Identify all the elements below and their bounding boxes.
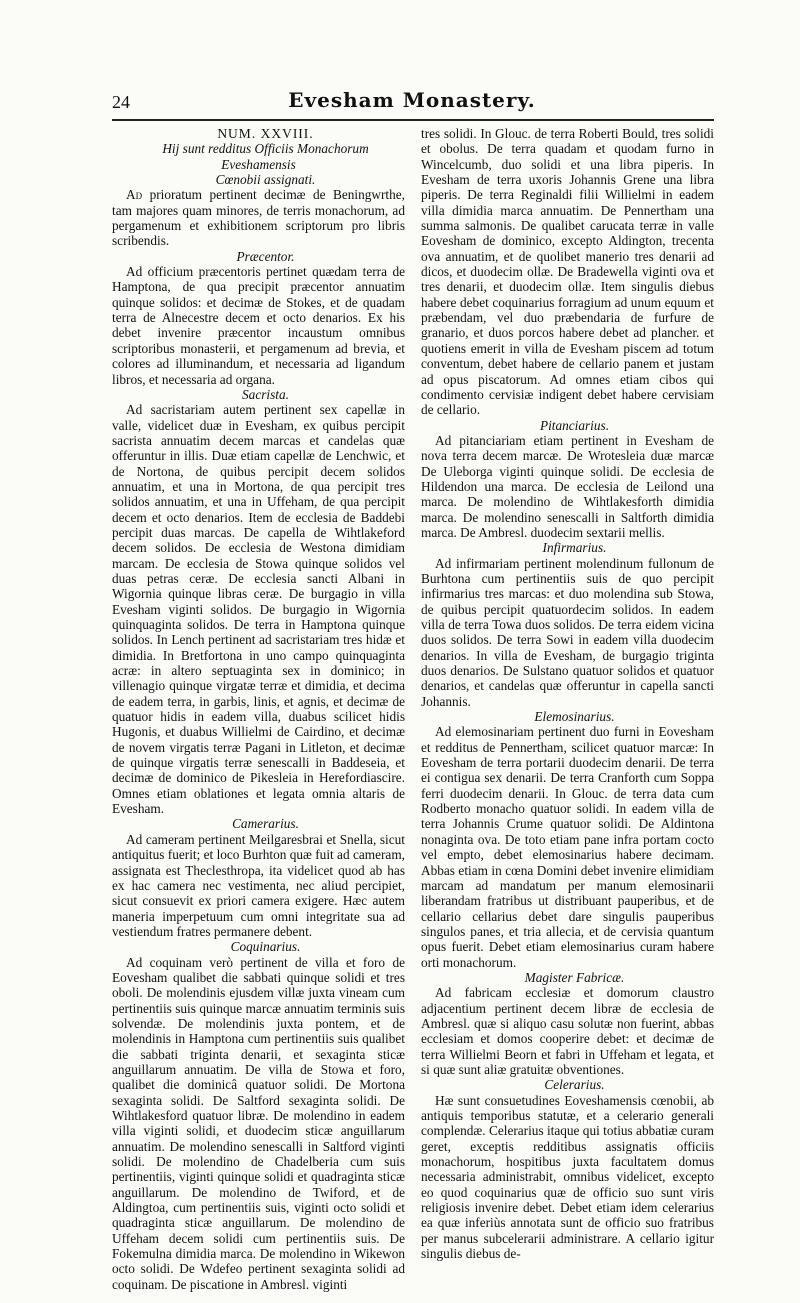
paragraph-coquinarius: Ad coquinam verò pertinent de villa et foro de Eovesham qualibet die sabbati quinque solidi et tres oboli. De molendinis ejusdem villæ juxta vineam cum pertinentiis suis quinque marcæ annuatim terminis suis solvendæ. De molendinis juxta pontem, et de molendinis in Hamptona cum pertinentiis suis qualibet die sabbati triginta denarii, et sexaginta sticæ anguillarum annuatim. De villa de Stowa et foro, qualibet die dominicâ quatuor solidi. De Mortona sexaginta solidi. De Saltford sexaginta solidi. De Wihtlakesford quatuor libræ. De molendino in eadem villa viginti solidi, et duodecim sticæ anguillarum annuatim. De molendino senescalli in Saltford viginti solidi. De molendino de Chadelberia cum suis pertinentiis, viginti quinque solidi et quadraginta sticæ anguillarum. De molendino de Twiford, et de Aldingtoa, cum pertinentiis suis, viginti octo solidi et quadraginta sticæ anguillarum. De molendino de Uffeham decem solidi cum pertinentiis suis. De Fokemulna dimidia marca. De molendino in Wikewon octo solidi. De Wdefeo pertinent sexaginta solidi ad coquinam. De piscatione in Ambresl. viginti [112, 954, 405, 1292]
paragraph-praecentor: Ad officium præcentoris pertinet quædam terra de Hamptona, de qua precipit præcentor annuatim quinque solidos: et decimæ de Stokes, et de quadam terra de Alnecestre decem et octo denarios. Ex his debet invenire præcentor incaustum omnibus scriptoribus monasterii, et pergamenum ad brevia, et colores ad illuminandum, et necessaria ad ligandum libros, et necessaria ad organa. [112, 264, 405, 387]
paragraph-pitanciarius: Ad pitanciariam etiam pertinent in Evesham de nova terra decem marcæ. De Wrotesleia duæ marcæ De Uleborga viginti quinque solidi. De ecclesia de Hildendon una marca. De ecclesia de Leilond una marca. De molendino de Wihtlakesforth dimidia marca. De molendino senescalli in Saltforth dimidia marca. De Ambresl. duodecim sextarii mellis. [421, 432, 714, 540]
paragraph-elemosinarius: Ad elemosinariam pertinent duo furni in Eovesham et redditus de Pennertham, scilicet quatuor marcæ: In Eovesham de terra portarii duodecim denarii. De terra ei contigua sex denarii. De terra Cranforth cum Soppa ferri duodecim denarii. In Glouc. de terra data cum Rodberto monacho quatuor solidi. In eadem villa de terra Johannis Crume quatuor solidi. De Aldintona nonaginta ova. De toto etiam pane infra portam cocto vel empto, debet elemosinarius habere decimam. Abbas etiam in cœna Domini debet invenire elimidiam marcam ad mandatum per manum elemosinarii liberandam fratribus ut distribuant pauperibus, et de cellario cellarius debet dare singulis pauperibus singulos panes, et tria allecia, et de cervisia quantum opus fuerit. Debet etiam elemosinarius curam habere orti monachorum. [421, 724, 714, 970]
heading-celerarius: Celerarius. [544, 1077, 605, 1093]
intro-text: prioratum pertinent decimæ de Beningwrthe, tam majores quam minores, de terris monachorum, ad pergamenum et exhibitionem scriptorum pro libris scribendis. [112, 187, 405, 249]
heading-pitanciarius: Pitanciarius. [539, 417, 610, 433]
document-title: Hij sunt redditus Officiis Monachorum Eveshamensis [162, 141, 369, 172]
header-rule [112, 119, 714, 121]
paragraph-infirmarius: Ad infirmariam pertinent molendinum fullonum de Burhtona cum pertinentiis suis de quo percipit infirmarius tres marcas: et duo molendina sub Stowa, de quibus percipit quatuordecim solidos. In eadem villa de terra Towa duos solidos. De terra eidem vicina duos solidos. De terra Sowi in eadem villa duodecim denarios. In villa de Evesham, de burgagio triginta duos denarios. De Sulstano quatuor solidos et quatuor denarios, et candelas quæ offeruntur in capella sancti Johannis. [421, 555, 714, 709]
heading-elemosinarius: Elemosinarius. [534, 709, 615, 725]
heading-infirmarius: Infirmarius. [542, 540, 607, 556]
intro-paragraph [112, 187, 405, 248]
heading-camerarius: Camerarius. [232, 816, 299, 832]
paragraph-sacrista: Ad sacristariam autem pertinent sex capellæ in valle, videlicet duæ in Evesham, ex quibus percipit sacrista annuatim decem marcas et candelas quæ offeruntur in illis. Duæ etiam capellæ de Lenchwic, et de Nortona, de quibus percipit decem solidos annuatim, et una in Mortona, de qua percipit tres solidos annuatim, et una in Uffeham, de qua percipit decem et octo denarios. Item de ecclesia de Baddebi percipit duas marcas. De capella de Wihtlakeford decem solidos. De ecclesia de Westona dimidiam marcam. De ecclesia de Stowa quinque solidos vel duas petras ceræ. De ecclesia sancti Albani in Wigornia quinque libras ceræ. De burgagio in villa Evesham viginti solidos. De burgagio in Wigornia quinquaginta solidos. De terra in Hamptona quinque solidos. In Lench pertinent ad sacristariam tres hidæ et dimidia. In Bretfortona in uno campo quinquaginta acræ: in altero septuaginta sex in dominico; in villenagio quinque virgatæ terræ et dimidia, et decima de eadem terra, in garbis, linis, et agnis, et decimæ de quatuor hidis in eadem villa, duabus scilicet hidis Hugonis, et duabus Willielmi de Cairdino, et decimæ de novem virgatis terræ Pagani in Litleton, et decimæ de quinque virgatis terræ senescalli in Baddeseia, et decimæ de dominico de Pikesleia in Herefordiascire. Omnes etiam oblationes et legata omnia altaris de Evesham. [112, 402, 405, 817]
paragraph-coquinarius-continued: tres solidi. In Glouc. de terra Roberti Bould, tres solidi et obolus. De terra quadam et quodam furno in Wincelcumb, duo solidi et una libra piperis. In Evesham de terra uxoris Johannis Grene una libra piperis. De terra Reginaldi filii Willielmi in eadem villa dimidia marca annuatim. De Pennertham una summa salmonis. De qualibet carucata terræ in valle Eovesham de dominico, excepto Aldington, trecenta ova annuatim, et de quolibet manerio tres denarii ad dicos, et duodecim ollæ. De Bradewella viginti ova et tres denarii, et duodecim ollæ. Item singulis diebus habere debet coquinarius forragium ad unum equum et præbendam, vel duo præbendaria de furfure de granario, et duos porcos habere debet ad plancher. et quotiens emerit in villa de Evesham piscem ad totum conventum, debet habere de cellario panem et justam ad opus piscatorum. Ad omnes etiam cibos qui condimento cervisiæ indigent debet habere cervisiam de cellario. [421, 126, 714, 418]
running-title: Evesham Monastery. [288, 88, 536, 112]
page-header [112, 88, 712, 116]
heading-praecentor: Præcentor. [236, 248, 295, 264]
heading-coquinarius: Coquinarius. [230, 939, 301, 955]
paragraph-celerarius: Hæ sunt consuetudines Eoveshamensis cœnobii, ab antiquis temporibus statutæ, et a celerario generali complendæ. Celerarius itaque qui totius abbatiæ curam geret, exceptis redditibus assignatis officiis monachorum, hospitibus juxta facultatem domus necessaria administrabit, omnibus videlicet, excepto eo quod coquinarius quæ de officio suo sunt viris religiosis invenire debet. Debet etiam idem celerarius ea quæ inferiùs annotata sunt de officio suo fratribus per manus subcelerarii administrare. A cellario igitur singulis diebus de- [421, 1092, 714, 1262]
left-column [112, 126, 405, 1292]
page-number: 24 [112, 92, 130, 112]
right-column [421, 126, 714, 1261]
document-number: NUM. XXVIII. [217, 126, 314, 141]
paragraph-camerarius: Ad cameram pertinent Meilgaresbrai et Snella, sicut antiquitus fuerit; et loco Burhton quæ fuit ad cameram, assignata est Theclesthropa, ita videlicet quod ab has ex hac camera nec vestimenta, nec aliud percipiet, sicut consuevit ex priori camera exigere. Hæc autem maneria imperpetuum cum omni integritate sua ad vestiendum fratres permanere debent. [112, 831, 405, 939]
document-title-line2: Cœnobii assignati. [215, 172, 316, 188]
heading-magister-fabricae: Magister Fabricæ. [524, 969, 625, 985]
paragraph-magister-fabricae: Ad fabricam ecclesiæ et domorum claustro adjacentium pertinent decem libræ de ecclesia de Ambresl. quæ si aliquo casu solutæ non fuerint, abbas ecclesiam et domos cooperire debet: et decimæ de terra Willielmi Beorn et fabri in Uffeham et legata, et si quæ sunt aliæ gratuitæ obventiones. [421, 985, 714, 1077]
heading-sacrista: Sacrista. [242, 386, 289, 402]
intro-initial: Ad [126, 187, 143, 203]
